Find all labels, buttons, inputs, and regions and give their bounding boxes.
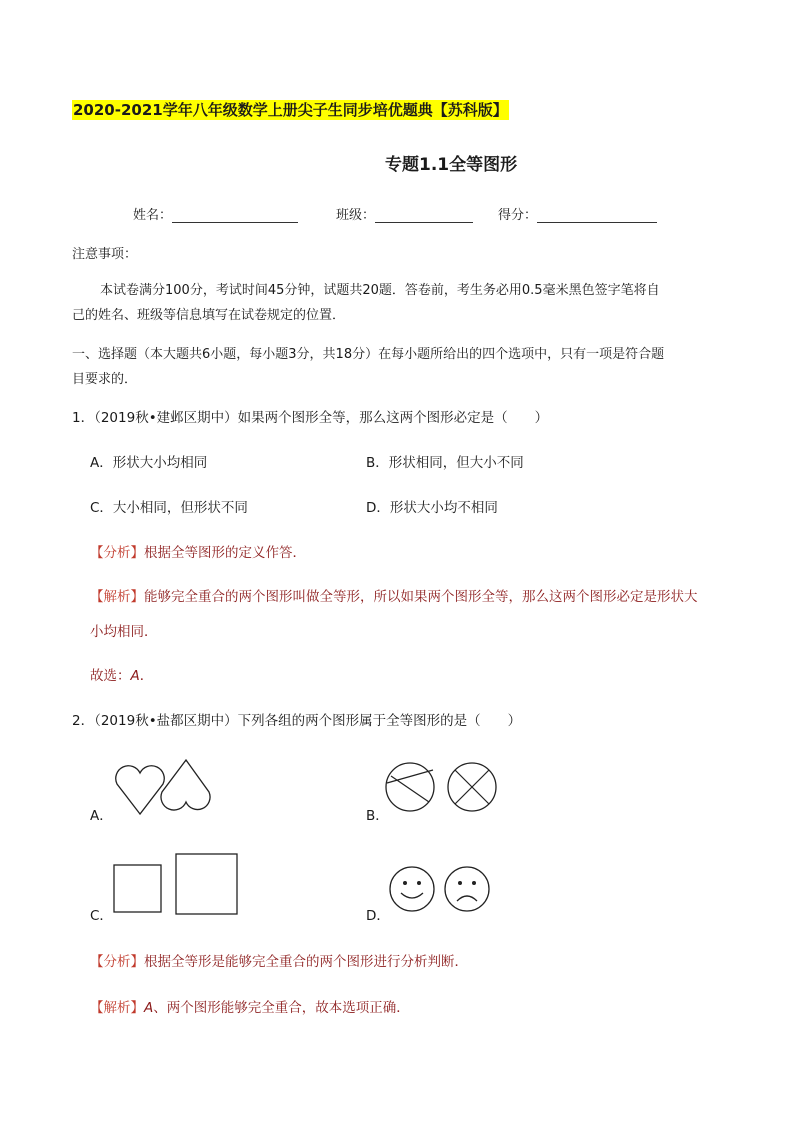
score-field: [498, 204, 657, 223]
section-intro-1: 一、选择题（本大题共6小题，每小题3分，共18分）在每小题所给出的四个选项中，只有一项是符合题: [72, 347, 665, 362]
q2-option-c-label: C．: [90, 908, 113, 924]
class-field: [336, 204, 473, 223]
notice-line-2: 己的姓名、班级等信息填写在试卷规定的位置．: [72, 308, 346, 323]
q2-stem: 2．（2019秋•盐都区期中）下列各组的两个图形属于全等图形的是（ ）: [72, 713, 522, 729]
q1-analysis: [90, 541, 306, 561]
notice-heading: 注意事项：: [72, 247, 138, 262]
q2-figure-d: [389, 865, 493, 915]
notice-line-1: 本试卷满分100分，考试时间45分钟，试题共20题．答卷前，考生务必用0.5毫米黑色签字笔将自: [100, 283, 660, 298]
q1-solution-tag: 【解析】: [90, 589, 144, 605]
score-label: 得分：: [498, 208, 538, 223]
q1-option-d: D．形状大小均不相同: [366, 500, 498, 516]
circle-slashed-icon: [386, 763, 434, 811]
q1-solution-text: 能够完全重合的两个图形叫做全等形，所以如果两个图形全等，那么这两个图形必定是形状大: [144, 589, 698, 605]
q1-solution-2: 小均相同．: [90, 624, 158, 640]
q1-analysis-text: 根据全等图形的定义作答．: [144, 545, 306, 561]
smiley-face-icon: [390, 867, 434, 911]
heart-inverted-icon: [161, 760, 210, 810]
q1-answer-prefix: 故选：: [90, 668, 131, 684]
q2-solution: [90, 996, 410, 1016]
q2-analysis-tag: 【分析】: [90, 954, 144, 970]
q1-option-b: B．形状相同，但大小不同: [366, 455, 524, 471]
series-title: 2020-2021学年八年级数学上册尖子生同步培优题典【苏科版】: [73, 101, 508, 119]
q2-option-b-label: B．: [366, 808, 389, 824]
q1-option-a: A．形状大小均相同: [90, 455, 208, 471]
q1-stem: 1．（2019秋•建邺区期中）如果两个图形全等，那么这两个图形必定是（ ）: [72, 410, 549, 426]
q2-figure-b: [385, 762, 500, 814]
page-title: 专题1.1全等图形: [385, 155, 518, 175]
name-label: 姓名：: [133, 208, 173, 223]
q1-answer: [90, 664, 153, 684]
heart-upright-icon: [116, 766, 164, 814]
class-label: 班级：: [336, 208, 376, 223]
class-blank[interactable]: [375, 208, 473, 223]
q1-option-c: C．大小相同，但形状不同: [90, 500, 248, 516]
q1-answer-letter: A: [130, 668, 140, 684]
name-field: [133, 204, 298, 223]
q2-solution-letter: A: [144, 1000, 154, 1016]
circle-cross-icon: [448, 763, 496, 811]
section-intro-2: 目要求的．: [72, 372, 138, 387]
q2-solution-tag: 【解析】: [90, 1000, 144, 1016]
square-large-icon: [176, 854, 237, 914]
square-small-icon: [114, 865, 161, 912]
q2-option-a-label: A．: [90, 808, 113, 824]
q2-figure-a: [110, 758, 210, 818]
q2-analysis: [90, 950, 468, 970]
q2-option-d-label: D．: [366, 908, 390, 924]
q2-analysis-text: 根据全等形是能够完全重合的两个图形进行分析判断．: [144, 954, 468, 970]
q1-analysis-tag: 【分析】: [90, 545, 144, 561]
frowny-face-icon: [445, 867, 489, 911]
name-blank[interactable]: [172, 208, 298, 223]
q2-figure-c: [113, 853, 239, 915]
q1-answer-suffix: ．: [139, 668, 154, 684]
q2-solution-text: 、两个图形能够完全重合，故本选项正确．: [153, 1000, 410, 1016]
q1-solution-1: [90, 585, 698, 605]
score-blank[interactable]: [537, 208, 657, 223]
